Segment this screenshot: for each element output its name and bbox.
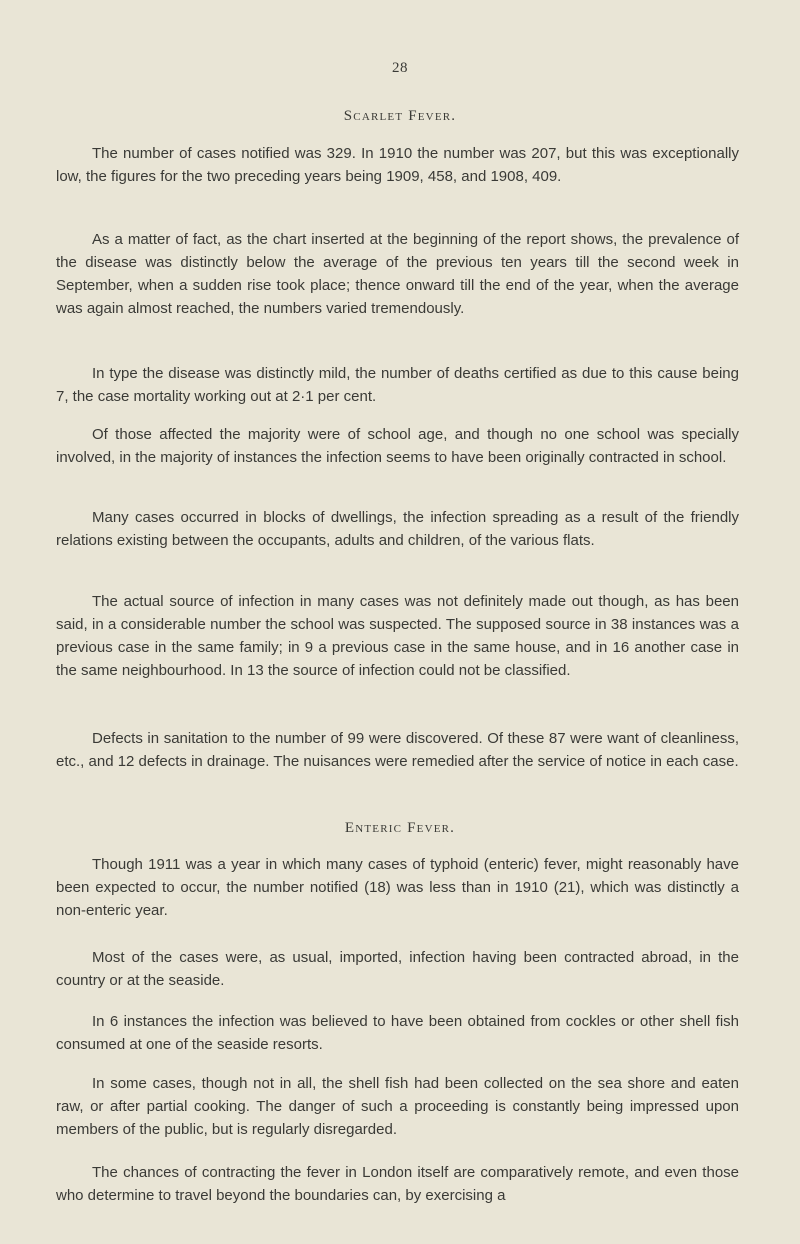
page-number: 28 bbox=[392, 60, 408, 76]
paragraph: Of those affected the majority were of school age, and though no one school was specially involved, in the majority of instances the infection seems to have been originally contracted in school. bbox=[56, 426, 739, 466]
paragraph: Though 1911 was a year in which many cases of typhoid (enteric) fever, might reasonably have been expected to occur, the number notified (18) was less than in 1910 (21), which was distinctly a non-enteric year. bbox=[56, 856, 739, 919]
paragraph: In type the disease was distinctly mild, the number of deaths certified as due to this cause being 7, the case mortality working out at 2·1 per cent. bbox=[56, 365, 739, 405]
section-heading-enteric-fever: Enteric Fever. bbox=[344, 820, 456, 836]
paragraph: Most of the cases were, as usual, imported, infection having been contracted abroad, in the country or at the seaside. bbox=[56, 949, 739, 989]
paragraph: Defects in sanitation to the number of 99 were discovered. Of these 87 were want of cleanliness, etc., and 12 defects in drainage. The nuisances were remedied after the service of notice in each case. bbox=[56, 730, 739, 770]
paragraph: As a matter of fact, as the chart inserted at the beginning of the report shows, the prevalence of the disease was distinctly below the average of the previous ten years till the second week in September, when a sudden rise took place; thence onward till the end of the year, when the average was again almost reached, the numbers varied tremendously. bbox=[56, 231, 739, 317]
paragraph: The chances of contracting the fever in London itself are comparatively remote, and even those who determine to travel beyond the boundaries can, by exercising a bbox=[56, 1164, 739, 1204]
paragraph: In 6 instances the infection was believed to have been obtained from cockles or other shell fish consumed at one of the seaside resorts. bbox=[56, 1013, 739, 1053]
paragraph: The number of cases notified was 329. In 1910 the number was 207, but this was exceptionally low, the figures for the two preceding years being 1909, 458, and 1908, 409. bbox=[56, 145, 739, 185]
paragraph: Many cases occurred in blocks of dwellings, the infection spreading as a result of the friendly relations existing between the occupants, adults and children, of the various flats. bbox=[56, 509, 739, 549]
section-heading-scarlet-fever: Scarlet Fever. bbox=[343, 108, 457, 124]
paragraph: In some cases, though not in all, the shell fish had been collected on the sea shore and eaten raw, or after partial cooking. The danger of such a proceeding is constantly being impressed upon members of the public, but is regularly disregarded. bbox=[56, 1075, 739, 1138]
paragraph: The actual source of infection in many cases was not definitely made out though, as has been said, in a considerable number the school was suspected. The supposed source in 38 instances was a previous case in the same family; in 9 a previous case in the same house, and in 16 another case in the same neighbourhood. In 13 the source of infection could not be classified. bbox=[56, 593, 739, 679]
